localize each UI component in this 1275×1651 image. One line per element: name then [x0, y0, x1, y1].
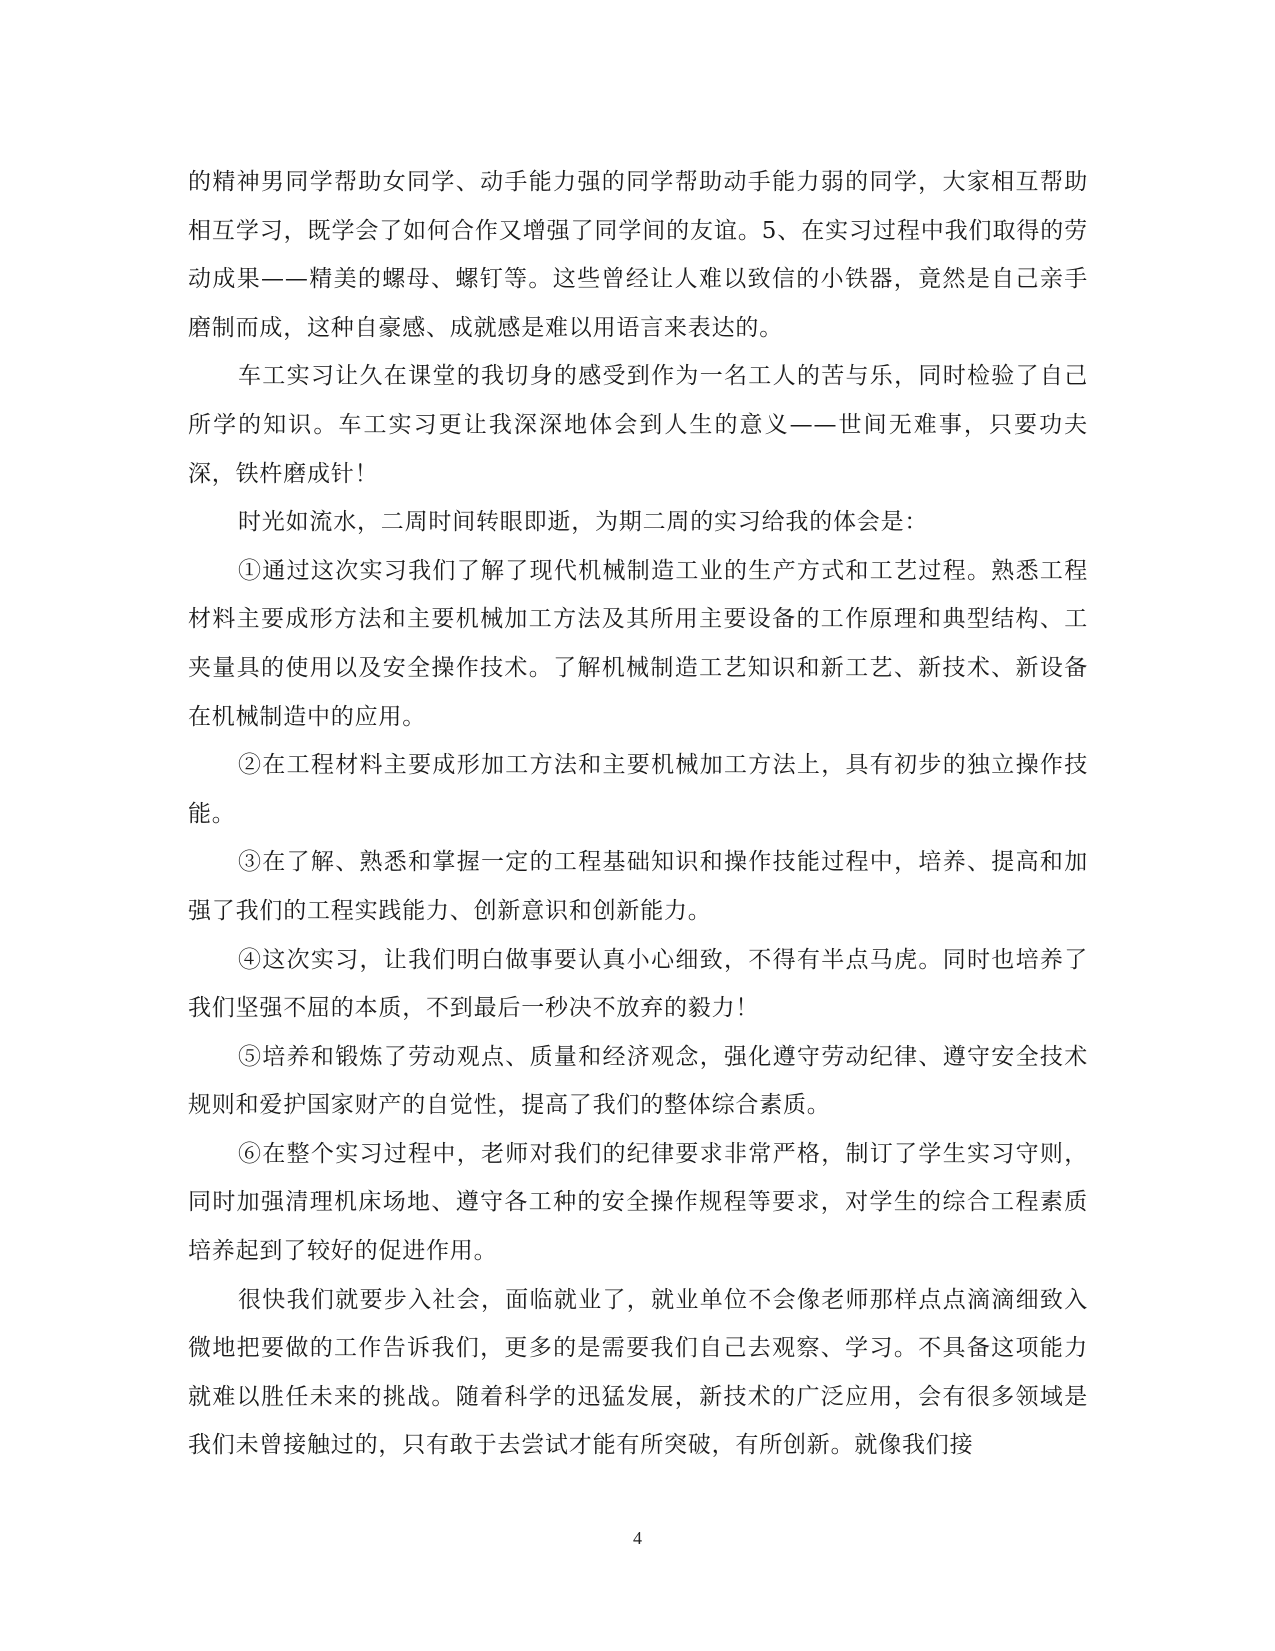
paragraph-4: ①通过这次实习我们了解了现代机械制造工业的生产方式和工艺过程。熟悉工程材料主要成形方法和主要机械加工方法及其所用主要设备的工作原理和典型结构、工夹量具的使用以及安全操作技术。了解机械制造工艺知识和新工艺、新技术、新设备在机械制造中的应用。 — [188, 557, 1088, 730]
paragraph-3: 时光如流水，二周时间转眼即逝，为期二周的实习给我的体会是： — [238, 509, 929, 536]
document-body — [188, 158, 1088, 1470]
paragraph-9: ⑥在整个实习过程中，老师对我们的纪律要求非常严格，制订了学生实习守则，同时加强清理机床场地、遵守各工种的安全操作规程等要求，对学生的综合工程素质培养起到了较好的促进作用。 — [188, 1140, 1088, 1265]
page-number: 4 — [633, 1528, 642, 1548]
paragraph-10: 很快我们就要步入社会，面临就业了，就业单位不会像老师那样点点滴滴细致入微地把要做的工作告诉我们，更多的是需要我们自己去观察、学习。不具备这项能力就难以胜任未来的挑战。随着科学的迅猛发展，新技术的广泛应用，会有很多领域是我们未曾接触过的，只有敢于去尝试才能有所突破，有所创新。就像我们接 — [188, 1286, 1088, 1459]
paragraph-2: 车工实习让久在课堂的我切身的感受到作为一名工人的苦与乐，同时检验了自己所学的知识。车工实习更让我深深地体会到人生的意义——世间无难事，只要功夫深，铁杵磨成针！ — [188, 363, 1088, 487]
paragraph-7: ④这次实习，让我们明白做事要认真小心细致，不得有半点马虎。同时也培养了我们坚强不屈的本质，不到最后一秒决不放弃的毅力！ — [188, 946, 1088, 1022]
paragraph-8: ⑤培养和锻炼了劳动观点、质量和经济观念，强化遵守劳动纪律、遵守安全技术规则和爱护国家财产的自觉性，提高了我们的整体综合素质。 — [188, 1043, 1088, 1119]
paragraph-1: 的精神男同学帮助女同学、动手能力强的同学帮助动手能力弱的同学，大家相互帮助相互学习，既学会了如何合作又增强了同学间的友谊。5、在实习过程中我们取得的劳动成果——精美的螺母、螺钉等。这些曾经让人难以致信的小铁器，竟然是自己亲手磨制而成，这种自豪感、成就感是难以用语言来表达的。 — [188, 169, 1088, 341]
paragraph-6: ③在了解、熟悉和掌握一定的工程基础知识和操作技能过程中，培养、提高和加强了我们的工程实践能力、创新意识和创新能力。 — [188, 849, 1088, 924]
paragraph-5: ②在工程材料主要成形加工方法和主要机械加工方法上，具有初步的独立操作技能。 — [188, 752, 1088, 827]
